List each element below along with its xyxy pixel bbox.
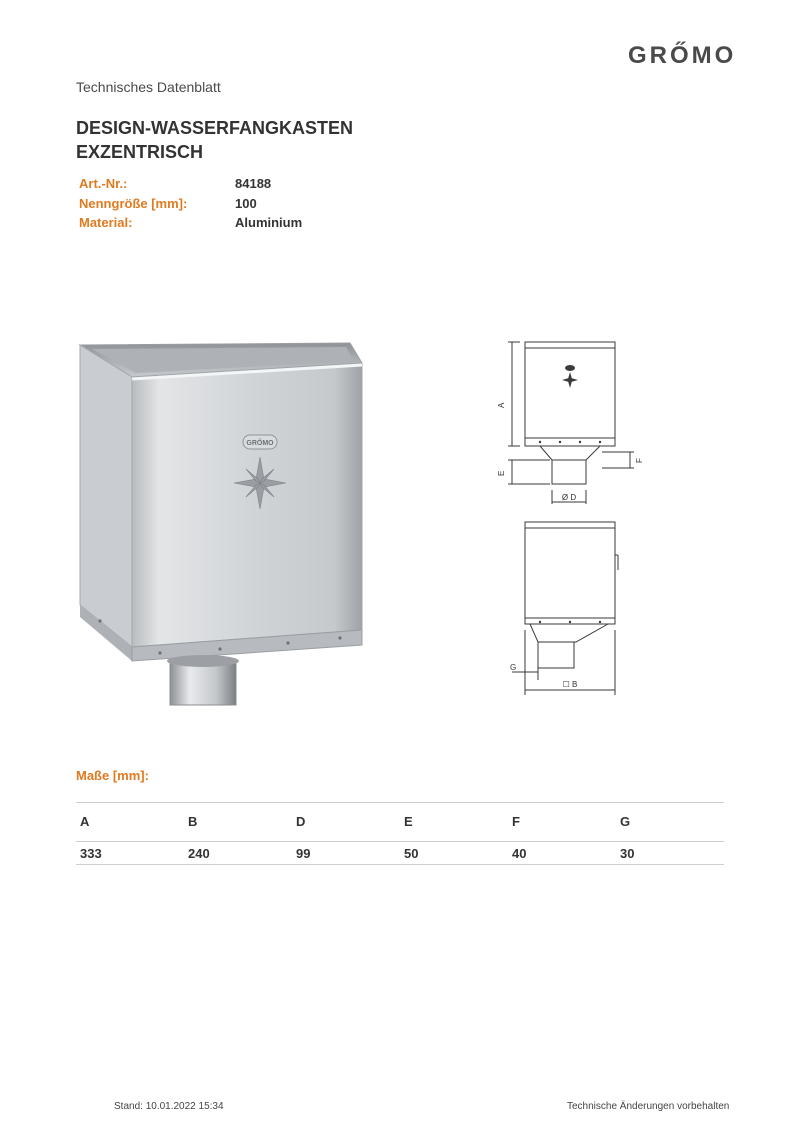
spec-value-article: 84188 bbox=[235, 176, 272, 191]
product-title-line-2: EXZENTRISCH bbox=[76, 142, 204, 162]
footer-stand: Stand: 10.01.2022 15:34 bbox=[114, 1101, 224, 1112]
spec-label-article: Art.-Nr.: bbox=[79, 176, 128, 191]
table-header-cell: E bbox=[404, 814, 413, 829]
table-cell: 30 bbox=[620, 846, 635, 861]
footer-notice: Technische Änderungen vorbehalten bbox=[567, 1101, 730, 1112]
product-title-line-1: DESIGN-WASSERFANGKASTEN bbox=[76, 118, 354, 138]
photo-badge-text: GRŐMO bbox=[246, 440, 274, 447]
table-header-cell: B bbox=[188, 814, 198, 829]
table-header-cell: G bbox=[620, 814, 631, 829]
spec-label-size: Nenngröße [mm]: bbox=[79, 196, 188, 211]
dim-label-b: ☐ B bbox=[562, 680, 578, 689]
table-cell: 40 bbox=[512, 846, 527, 861]
table-cell: 99 bbox=[296, 846, 311, 861]
dim-label-a: A bbox=[497, 402, 506, 408]
spec-value-material: Aluminium bbox=[235, 215, 303, 230]
document-type: Technisches Datenblatt bbox=[76, 79, 221, 95]
table-header-cell: D bbox=[296, 814, 306, 829]
dimensions-heading: Maße [mm]: bbox=[76, 768, 149, 783]
table-cell: 50 bbox=[404, 846, 419, 861]
dim-label-g: G bbox=[510, 663, 517, 672]
drawing-star-icon bbox=[562, 365, 578, 388]
table-header-cell: A bbox=[80, 814, 90, 829]
product-title bbox=[76, 116, 353, 164]
table-header-cell: F bbox=[512, 814, 520, 829]
table-cell: 333 bbox=[80, 846, 102, 861]
spec-label-material: Material: bbox=[79, 215, 133, 230]
dim-label-f: F bbox=[635, 458, 644, 463]
brand-logo: GRŐMO bbox=[628, 42, 737, 69]
table-header-row bbox=[76, 802, 724, 841]
table-row bbox=[76, 841, 724, 865]
dimensions-table bbox=[76, 802, 724, 865]
technical-drawing bbox=[490, 330, 650, 710]
product-photo bbox=[70, 335, 380, 715]
spec-value-size: 100 bbox=[235, 196, 257, 211]
dim-label-e: E bbox=[497, 470, 506, 476]
table-cell: 240 bbox=[188, 846, 210, 861]
dim-label-d: Ø D bbox=[561, 493, 577, 502]
